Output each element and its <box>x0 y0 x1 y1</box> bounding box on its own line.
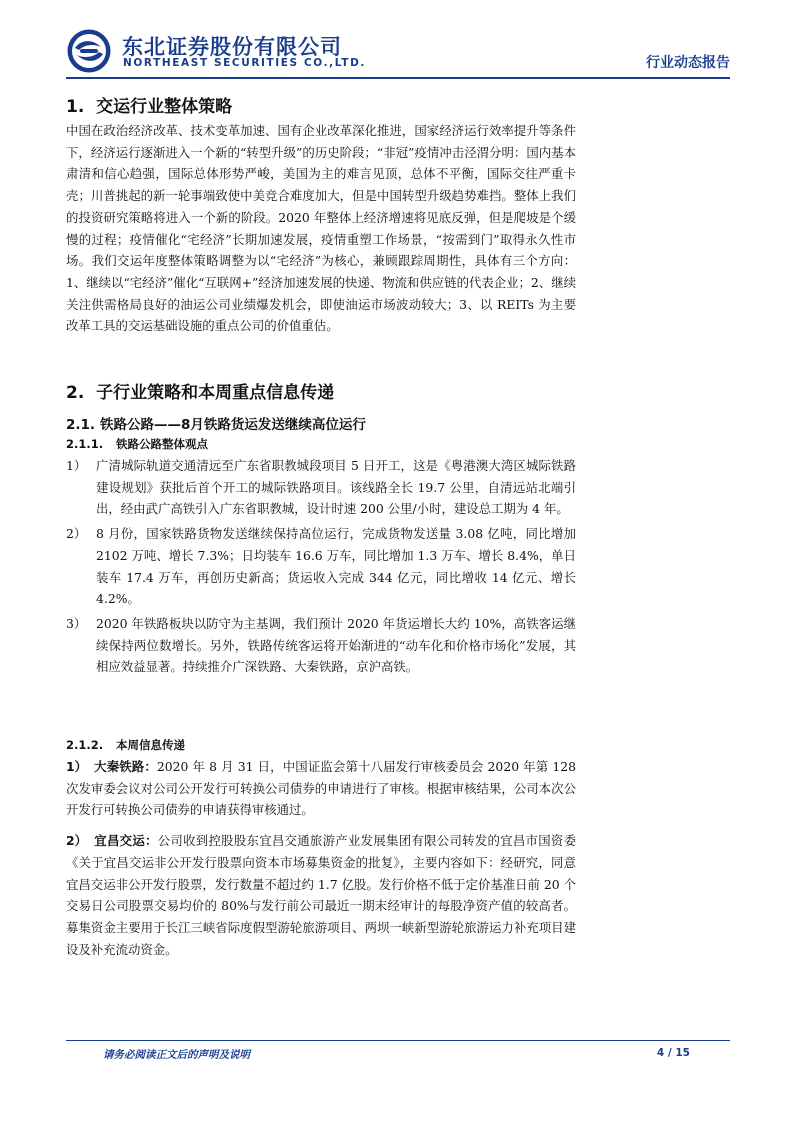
view-list <box>66 455 576 681</box>
subsection-2-1-1-heading <box>66 436 208 452</box>
section2-title: 子行业策略和本周重点信息传递 <box>96 383 335 403</box>
list-item <box>66 613 576 678</box>
report-type: 行业动态报告 <box>646 55 730 71</box>
section1-number: 1. <box>66 97 85 117</box>
list-item-index: 3） <box>66 615 87 631</box>
section2-number: 2. <box>66 383 85 403</box>
company-name-cn: 东北证券股份有限公司 <box>122 35 342 59</box>
subsection-2-1-2-number: 2.1.2. <box>66 738 104 752</box>
news-item-company: 大秦铁路： <box>94 759 157 774</box>
section1-title: 交运行业整体策略 <box>96 97 233 117</box>
news-item-text: 公司收到控股股东宜昌交通旅游产业发展集团有限公司转发的宜昌市国资委《关于宜昌交运非公开发行股票向资本市场募集资金的批复》，主要内容如下：经研究，同意宜昌交运非公开发行股票，发行数量不超过约 1.7 亿股。发行价格不低于定价基准日前 20 个交易日公司股票交易均价的 80%与发行前公司最近一期末经审计的每股净资产值的较高者。募集资金主要用于长江三峡省际度假型游轮旅游项目、两坝一峡新型游轮旅游运力补充项目建设及补充流动资金。 <box>66 833 577 957</box>
subsection-2-1-number: 2.1. <box>66 417 96 433</box>
subsection-2-1-heading <box>66 413 366 433</box>
list-item <box>66 523 576 610</box>
company-name-en: NORTHEAST SECURITIES CO.,LTD. <box>123 57 366 69</box>
subsection-2-1-1-title: 铁路公路整体观点 <box>116 437 208 451</box>
footer-divider <box>66 1040 730 1041</box>
page-header <box>66 26 730 76</box>
news-item-index: 1） <box>66 759 88 774</box>
news-item-text: 2020 年 8 月 31 日，中国证监会第十八届发行审核委员会 2020 年第 128 次发审委会议对公司公开发行可转换公司债券的申请进行了审核。根据审核结果，公司本次公开发行可转换公司债券的申请获得审核通过。 <box>66 759 577 818</box>
company-logo-icon <box>66 28 112 74</box>
subsection-2-1-1-number: 2.1.1. <box>66 437 104 451</box>
list-item-text: 2020 年铁路板块以防守为主基调，我们预计 2020 年货运增长大约 10%，高铁客运继续保持两位数增长。另外，铁路传统客运将开始渐进的“动车化和价格市场化”发展，其相应效益显著。持续推介广深铁路、大秦铁路，京沪高铁。 <box>96 615 576 675</box>
news-item <box>66 830 576 960</box>
news-list <box>66 756 576 969</box>
subsection-2-1-2-heading <box>66 737 185 753</box>
list-item <box>66 455 576 520</box>
subsection-2-1-title: 铁路公路——8月铁路货运发送继续高位运行 <box>100 417 366 433</box>
list-item-text: 广清城际轨道交通清远至广东省职教城段项目 5 日开工，这是《粤港澳大湾区城际铁路建设规划》获批后首个开工的城际铁路项目。该线路全长 19.7 公里，自清远站北端引出，经由武广高铁引入广东省职教城，设计时速 200 公里/小时，建设总工期为 4 年。 <box>96 458 576 517</box>
news-item-index: 2） <box>66 833 88 849</box>
section1-heading <box>66 92 232 117</box>
list-item-text: 8 月份，国家铁路货物发送继续保持高位运行，完成货物发送量 3.08 亿吨，同比增加 2102 万吨、增长 7.3%；日均装车 16.6 万车，同比增加 1.3 万车、增长 8.4%，单日装车 17.4 万车，再创历史新高；货运收入完成 344 亿元，同比增收 14 亿元、增长 4.2%。 <box>96 526 576 607</box>
news-item <box>66 756 576 821</box>
page-number: 4 / 15 <box>656 1047 690 1059</box>
list-item-index: 2） <box>66 526 87 542</box>
list-item-index: 1） <box>66 458 87 473</box>
section1-paragraph: 中国在政治经济改革、技术变革加速、国有企业改革深化推进，国家经济运行效率提升等条件下，经济运行逐渐进入一个新的“转型升级”的历史阶段；“非冠”疫情冲击泾渭分明：国内基本肃清和信心趋强，国际总体形势严峻，美国为主的难言见顶，总体不平衡，国际交往严重卡壳；川普挑起的新一轮事端致使中美竞合难度加大，但是中国转型升级趋势难挡。整体上我们的投资研究策略将进入一个新的阶段。2020 年整体上经济增速将见底反弹，但是爬坡是个缓慢的过程；疫情催化“宅经济”长期加速发展，疫情重塑工作场景，“按需到门”取得永久性市场。我们交运年度整体策略调整为以“宅经济”为核心，兼顾跟踪周期性，具体有三个方向：1、继续以“宅经济”催化“互联网+”经济加速发展的快递、物流和供应链的代表企业；2、继续关注供需格局良好的油运公司业绩爆发机会，即使油运市场波动较大；3、以 REITs 为主要改革工具的交运基础设施的重点公司的价值重估。 <box>66 123 576 334</box>
footer-disclaimer: 请务必阅读正文后的声明及说明 <box>103 1049 250 1061</box>
section2-heading <box>66 378 334 403</box>
subsection-2-1-2-title: 本周信息传递 <box>116 738 185 752</box>
header-divider <box>66 77 730 79</box>
news-item-company: 宜昌交运： <box>94 833 158 849</box>
